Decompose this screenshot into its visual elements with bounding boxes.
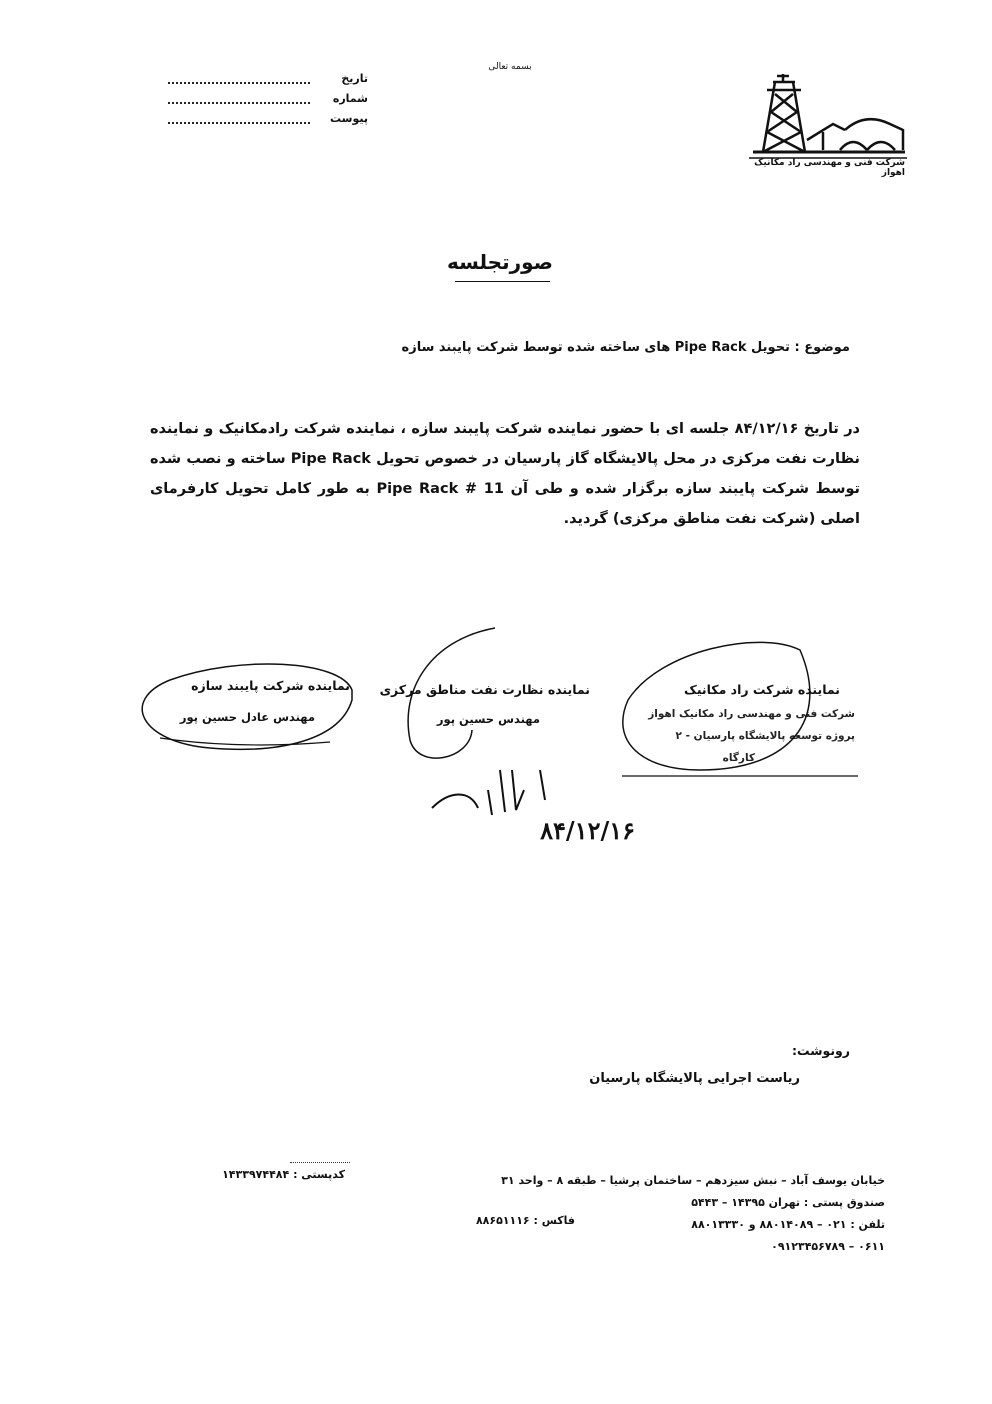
supervision-rep-title: نماینده نظارت نفت مناطق مرکزی [379, 682, 590, 697]
supervision-signature-scribble [432, 770, 545, 815]
number-field [168, 92, 368, 110]
logo-caption: شرکت فنی و مهندسی راد مکانیک اهواز [754, 158, 905, 178]
attachment-field [168, 112, 368, 130]
subject-line: موضوع : تحویل Pipe Rack های ساخته شده توسط شرکت پایبند سازه [401, 340, 850, 355]
payband-signature [142, 664, 352, 749]
footer-po-box: صندوق پستی : تهران ۱۴۳۹۵ – ۵۴۴۳ [691, 1196, 885, 1209]
radmechanic-rep-title: نماینده شرکت راد مکانیک [684, 682, 840, 697]
payband-rep-title: نماینده شرکت پایبند سازه [191, 678, 350, 693]
number-label: شماره [332, 92, 368, 105]
stamp-line-company: شرکت فنی و مهندسی راد مکانیک اهواز [648, 708, 855, 720]
stamp-line-site: کارگاه [722, 752, 755, 764]
payband-signature-tail [160, 738, 330, 745]
footer-postal-code: کدپستی : ۱۴۳۳۹۷۴۴۸۴ [222, 1168, 345, 1181]
attachment-label: پیوست [330, 112, 368, 125]
radmechanic-stamp-oval [623, 642, 810, 770]
footer-address: خیابان یوسف آباد – نبش سیزدهم – ساختمان پرشیا – طبقه ۸ – واحد ۳۱ [501, 1174, 885, 1187]
document-title: صورتجلسه [447, 250, 553, 274]
basmala: بسمه تعالی [488, 62, 532, 72]
number-dotted-line [168, 102, 310, 104]
date-field [168, 72, 368, 90]
payband-rep-name: مهندس عادل حسین پور [179, 710, 315, 724]
footer-mobile: ۰۹۱۲۳۴۵۶۷۸۹ – ۰۶۱۱ [771, 1240, 885, 1253]
body-paragraph: در تاریخ ۸۴/۱۲/۱۶ جلسه ای با حضور نماینده شرکت پایبند سازه ، نماینده شرکت رادمکانیک و نماینده نظارت نفت مرکزی در محل پالایشگاه گاز پارسیان در خصوص تحویل Pipe Rack ساخته و نصب شده توسط شرکت پایبند سازه برگزار شده و طی آن Pipe Rack # 11 به طور کامل تحویل کارفرمای اصلی (شرکت نفت مناطق مرکزی) گردید. [150, 421, 860, 527]
supervision-rep-name: مهندس حسین پور [436, 712, 540, 726]
attachment-dotted-line [168, 122, 310, 124]
handwritten-date: ۸۴/۱۲/۱۶ [540, 816, 635, 845]
date-label: تاریخ [341, 72, 368, 85]
copy-label: رونوشت: [791, 1043, 850, 1058]
title-underline [455, 281, 550, 282]
footer-dotted-top [290, 1162, 350, 1163]
footer-fax: فاکس : ۸۸۶۵۱۱۱۶ [475, 1214, 575, 1227]
stamp-line-project: پروژه توسعه پالایشگاه پارسیان - ۲ [675, 730, 855, 742]
date-dotted-line [168, 82, 310, 84]
copy-recipient: ریاست اجرایی پالایشگاه پارسیان [589, 1071, 800, 1086]
footer-phone: تلفن : ۰۲۱ – ۸۸۰۱۴۰۸۹ و ۸۸۰۱۳۳۳۰ [691, 1218, 885, 1231]
